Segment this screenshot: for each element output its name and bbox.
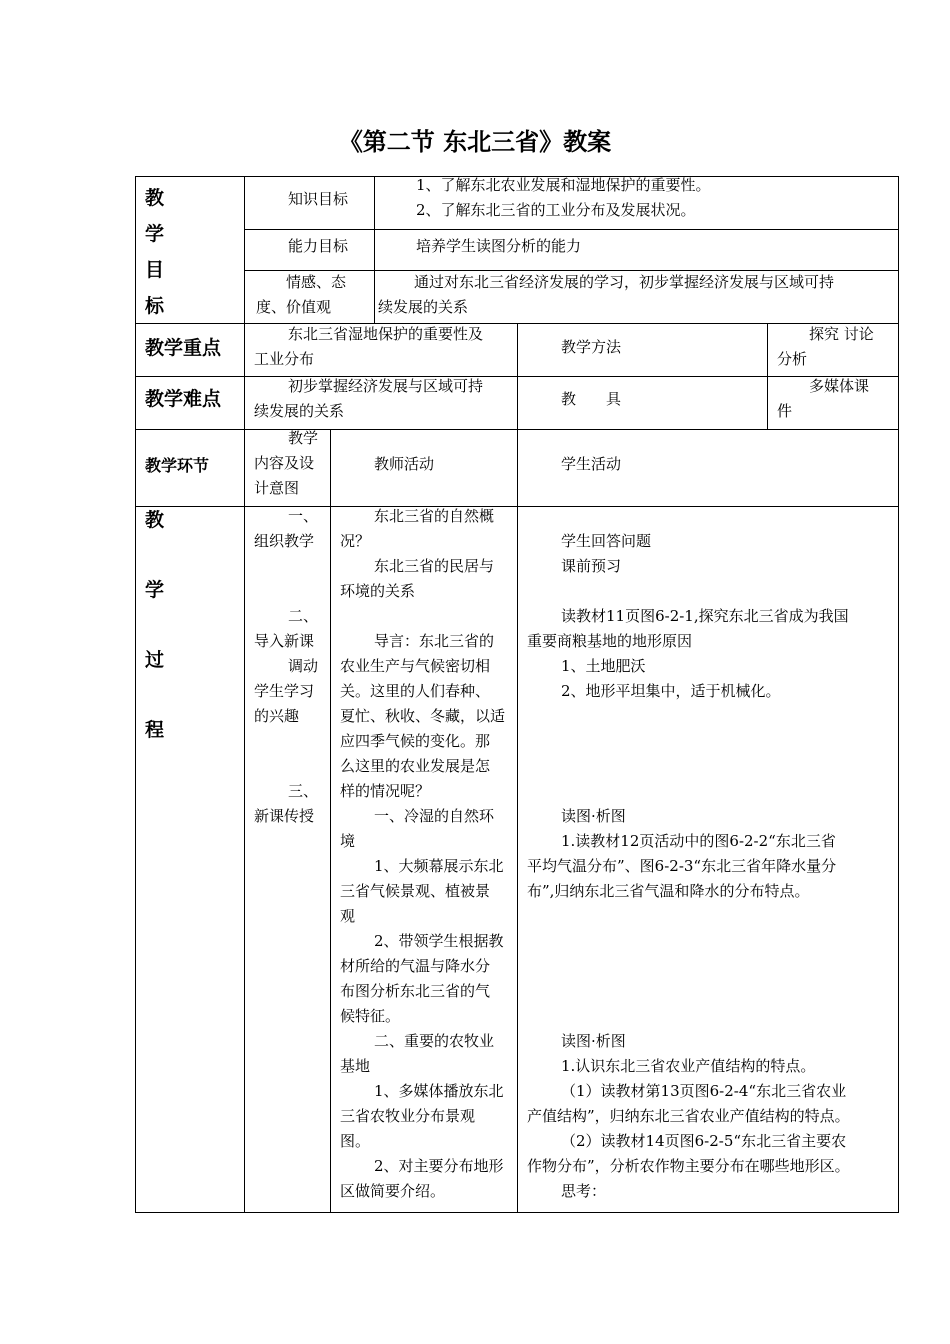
tools-text: 多媒体课 件 [777,377,870,420]
emotion-label: 情感、态 度、价值观 [256,273,347,316]
difficulty-label: 教学难点 [145,388,222,410]
emotion-text: 通过对东北三省经济发展的学习，初步掌握经济发展与区域可持 续发展的关系 [378,273,835,316]
method-label-cell [517,323,768,377]
method-label: 教学方法 [561,338,622,356]
step-new-lesson: 三、 新课传授 [254,782,319,825]
knowledge-text: 1、了解东北农业发展和湿地保护的重要性。 2、了解东北三省的工业分布及发展状况。 [416,176,711,219]
teacher-activity: 东北三省的自然概 况？ 东北三省的民居与 环境的关系 导言：东北三省的 农业生产与气候密切相 关。这里的人们春种、 夏忙、秋收、冬藏，以适 应四季气候的变化。那 么这里的农业发展是怎 样的情况呢？ 一、冷湿的自然环 境 1、大频幕展示东北 三省气候景观、植被景 观 2、带领学生根据教 材所给的气温与降水分 布图分析东北三省的气 候特征。 二、重要的农牧业 基地 1、多媒体播放东北 三省农牧业分布景观 图。 2、对主要分布地形 区做简要介绍。 [340,507,506,1200]
difficulty-text: 初步掌握经济发展与区域可持 续发展的关系 [254,377,484,420]
tools-label-cell [517,376,768,430]
process-label: 教 学 过 程 [145,509,165,741]
student-header: 学生活动 [561,455,622,473]
document-title: 《第二节 东北三省》教案 [338,128,612,156]
tools-label: 教 具 [561,390,622,408]
method-text: 探究 讨论 分析 [777,325,874,368]
goals-label: 教 学 目 标 [145,187,165,317]
ability-label: 能力目标 [288,237,349,255]
step-intro: 二、 导入新课 调动 学生学习 的兴趣 [254,607,319,725]
step-organize: 一、 组织教学 [254,507,319,550]
content-header: 教学 内容及设 计意图 [254,429,319,497]
student-activity: 学生回答问题 课前预习 读教材11页图6-2-1,探究东北三省成为我国 重要商粮基地的地形原因 1、土地肥沃 2、地形平坦集中，适于机械化。 读图·析图 1.读教材12页活动中的图6-2-2“东北三省 平均气温分布”、图6-2-3“东北三省年降水量分 布”,归纳东北三省气温和降水的分布特点。 读图·析图 1.认识东北三省农业产值结构的特点。 （1）读教材第13页图6-2-4“东北三省农业 产值结构”，归纳东北三省农业产值结构的特点。 （2）读教材14页图6-2-5“东北三省主要农 作物分布”，分析农作物主要分布在哪些地形区。 思考： [527,532,850,1200]
ability-text: 培养学生读图分析的能力 [416,237,582,255]
knowledge-label: 知识目标 [288,190,349,208]
keypoint-label: 教学重点 [145,337,222,359]
keypoint-text: 东北三省湿地保护的重要性及 工业分布 [254,325,484,368]
teacher-header: 教师活动 [374,455,435,473]
stage-header: 教学环节 [145,456,210,475]
